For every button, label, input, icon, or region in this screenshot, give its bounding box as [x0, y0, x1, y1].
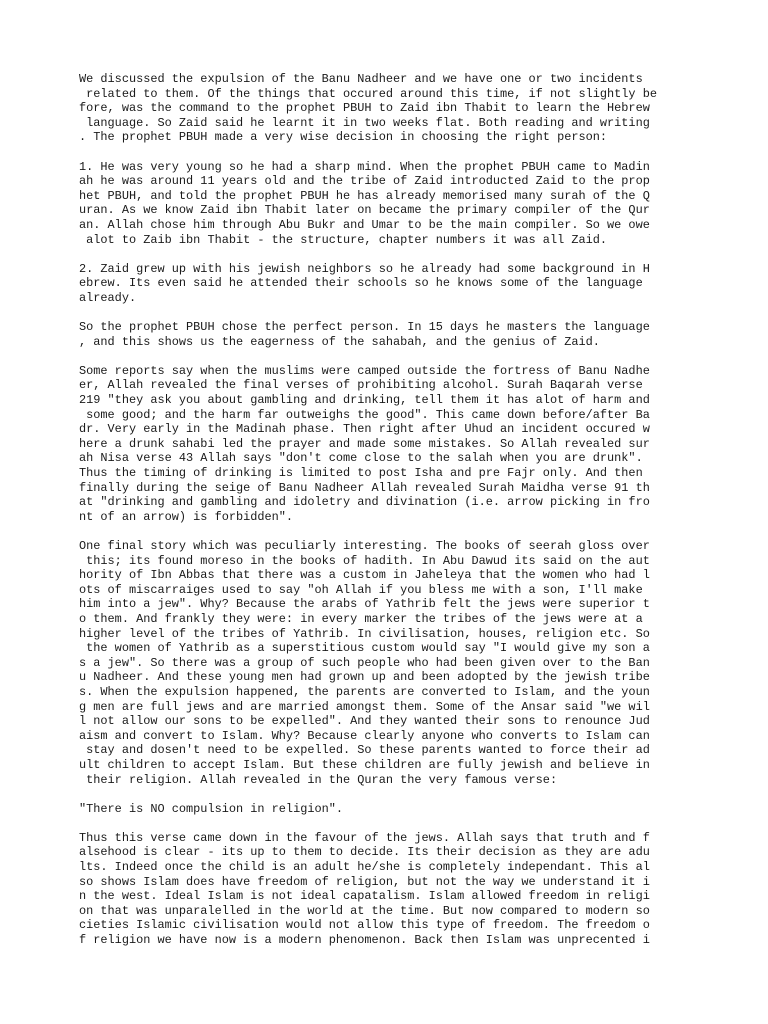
text-line: 219 "they ask you about gambling and drinking, tell them it has alot of harm and: [79, 393, 650, 408]
text-line: s a jew". So there was a group of such people who had been given over to the Ban: [79, 655, 650, 670]
text-line: het PBUH, and told the prophet PBUH he has already memorised many surah of the Q: [79, 188, 650, 203]
paragraph-conclusion: [79, 831, 719, 948]
text-line: One final story which was peculiarly interesting. The books of seerah gloss over: [79, 539, 650, 553]
text-line: some good; and the harm far outweighs the good". This came down before/after Ba: [79, 407, 650, 422]
text-line: finally during the seige of Banu Nadheer Allah revealed Surah Maidha verse 91 th: [79, 480, 650, 495]
paragraph-intro: [79, 72, 719, 145]
text-line: o them. And frankly they were: in every marker the tribes of the jews were at a: [79, 611, 643, 626]
text-line: so shows Islam does have freedom of religion, but not the way we understand it i: [79, 874, 650, 889]
text-line: So the prophet PBUH chose the perfect person. In 15 days he masters the language: [79, 320, 650, 335]
paragraph-verse-quote: [79, 802, 719, 817]
text-line: hority of Ibn Abbas that there was a custom in Jaheleya that the women who had l: [79, 568, 650, 583]
paragraph-point-1: [79, 160, 719, 248]
text-line: aism and convert to Islam. Why? Because clearly anyone who converts to Islam can: [79, 728, 650, 743]
text-line: n the west. Ideal Islam is not ideal capatalism. Islam allowed freedom in religi: [79, 889, 650, 904]
text-line: higher level of the tribes of Yathrib. In civilisation, houses, religion etc. So: [79, 626, 650, 641]
text-line: ult children to accept Islam. But these children are fully jewish and believe in: [79, 757, 650, 772]
text-line: u Nadheer. And these young men had grown up and been adopted by the jewish tribe: [79, 670, 650, 685]
text-line: f religion we have now is a modern phenomenon. Back then Islam was unprecented i: [79, 933, 650, 948]
text-line: at "drinking and gambling and idoletry and divination (i.e. arrow picking in fro: [79, 495, 650, 510]
text-line: him into a jew". Why? Because the arabs of Yathrib felt the jews were superior t: [79, 597, 650, 612]
text-line: lts. Indeed once the child is an adult he/she is completely independant. This al: [79, 860, 650, 875]
text-line: dr. Very early in the Madinah phase. Then right after Uhud an incident occured w: [79, 422, 650, 437]
text-line: cieties Islamic civilisation would not allow this type of freedom. The freedom o: [79, 918, 650, 933]
text-line: Thus this verse came down in the favour of the jews. Allah says that truth and f: [79, 830, 650, 845]
text-line: . The prophet PBUH made a very wise decision in choosing the right person:: [79, 130, 608, 145]
paragraph-perfect-person: [79, 320, 719, 349]
text-line: alsehood is clear - its up to them to decide. Its their decision as they are adu: [79, 845, 650, 860]
text-line: ebrew. Its even said he attended their schools so he knows some of the language: [79, 276, 643, 291]
text-line: their religion. Allah revealed in the Quran the very famous verse:: [79, 772, 558, 787]
document-body: [79, 72, 719, 962]
text-line: "There is NO compulsion in religion".: [79, 801, 344, 816]
paragraph-alcohol: [79, 364, 719, 525]
text-line: Thus the timing of drinking is limited to post Isha and pre Fajr only. And then: [79, 466, 643, 481]
text-line: this; its found moreso in the books of hadith. In Abu Dawud its said on the aut: [79, 553, 650, 568]
text-line: an. Allah chose him through Abu Bukr and Umar to be the main compiler. So we owe: [79, 217, 650, 232]
text-line: alot to Zaib ibn Thabit - the structure, chapter numbers it was all Zaid.: [79, 232, 608, 247]
text-line: language. So Zaid said he learnt it in two weeks flat. Both reading and writing: [79, 115, 650, 130]
text-line: stay and dosen't need to be expelled. So these parents wanted to force their ad: [79, 743, 650, 758]
text-line: ah Nisa verse 43 Allah says "don't come close to the salah when you are drunk".: [79, 451, 643, 466]
paragraph-point-2: [79, 262, 719, 306]
paragraph-final-story: [79, 539, 719, 787]
text-line: the women of Yathrib as a superstitious custom would say "I would give my son a: [79, 641, 650, 656]
text-line: on that was unparalelled in the world at the time. But now compared to modern so: [79, 903, 650, 918]
text-line: s. When the expulsion happened, the parents are converted to Islam, and the youn: [79, 684, 650, 699]
text-line: l not allow our sons to be expelled". And they wanted their sons to renounce Jud: [79, 714, 650, 729]
text-line: ots of miscarraiges used to say "oh Allah if you bless me with a son, I'll make: [79, 582, 643, 597]
text-line: fore, was the command to the prophet PBUH to Zaid ibn Thabit to learn the Hebrew: [79, 101, 650, 116]
text-line: , and this shows us the eagerness of the sahabah, and the genius of Zaid.: [79, 334, 600, 349]
text-line: nt of an arrow) is forbidden".: [79, 509, 294, 524]
text-line: 2. Zaid grew up with his jewish neighbors so he already had some background in H: [79, 261, 650, 276]
text-line: er, Allah revealed the final verses of prohibiting alcohol. Surah Baqarah verse: [79, 378, 643, 393]
text-line: g men are full jews and are married amongst them. Some of the Ansar said "we wil: [79, 699, 650, 714]
text-line: here a drunk sahabi led the prayer and made some mistakes. So Allah revealed sur: [79, 436, 650, 451]
text-line: ah he was around 11 years old and the tribe of Zaid introducted Zaid to the prop: [79, 174, 650, 189]
text-line: Some reports say when the muslims were camped outside the fortress of Banu Nadhe: [79, 363, 650, 378]
text-line: We discussed the expulsion of the Banu Nadheer and we have one or two incidents: [79, 72, 643, 86]
text-line: 1. He was very young so he had a sharp mind. When the prophet PBUH came to Madin: [79, 159, 650, 174]
text-line: already.: [79, 290, 137, 305]
text-line: uran. As we know Zaid ibn Thabit later on became the primary compiler of the Qur: [79, 203, 650, 218]
text-line: related to them. Of the things that occured around this time, if not slightly be: [79, 86, 657, 101]
